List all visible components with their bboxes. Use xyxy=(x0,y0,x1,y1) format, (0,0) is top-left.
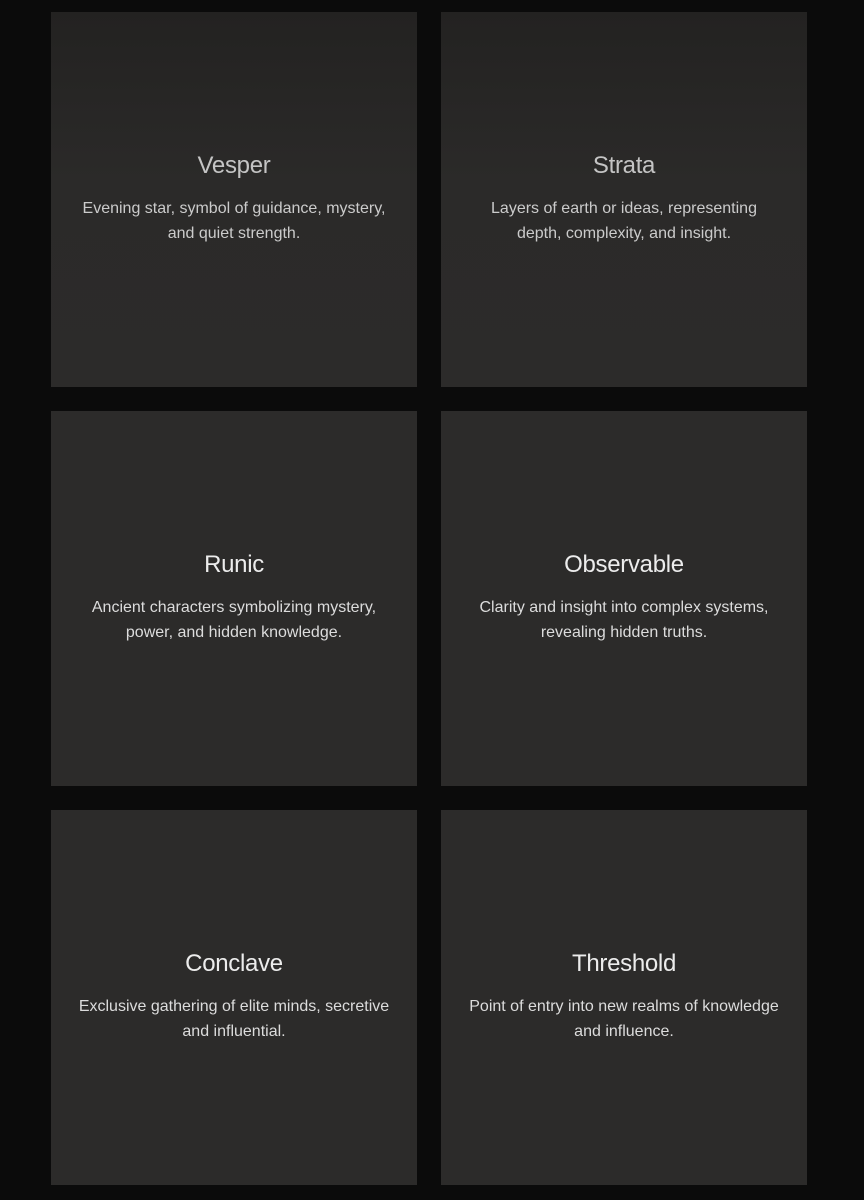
card-grid xyxy=(51,12,807,1185)
card-runic xyxy=(51,411,417,786)
card-description: Ancient characters symbolizing mystery, power, and hidden knowledge. xyxy=(91,598,377,641)
card-title: Conclave xyxy=(185,950,283,978)
card-threshold xyxy=(441,810,807,1185)
card-title: Observable xyxy=(564,551,684,579)
card-title: Threshold xyxy=(571,950,677,978)
card-title: Vesper xyxy=(197,152,271,180)
card-title: Strata xyxy=(592,152,656,180)
card-description: Clarity and insight into complex systems, revealing hidden truths. xyxy=(479,598,769,641)
card-description: Point of entry into new realms of knowledge and influence. xyxy=(469,997,779,1040)
card-conclave xyxy=(51,810,417,1185)
card-description: Evening star, symbol of guidance, mystery, and quiet strength. xyxy=(82,199,386,242)
card-vesper xyxy=(51,12,417,387)
card-description: Layers of earth or ideas, representing depth, complexity, and insight. xyxy=(491,199,757,242)
card-description: Exclusive gathering of elite minds, secretive and influential. xyxy=(78,997,390,1040)
card-observable xyxy=(441,411,807,786)
card-title: Runic xyxy=(204,551,264,579)
card-strata xyxy=(441,12,807,387)
